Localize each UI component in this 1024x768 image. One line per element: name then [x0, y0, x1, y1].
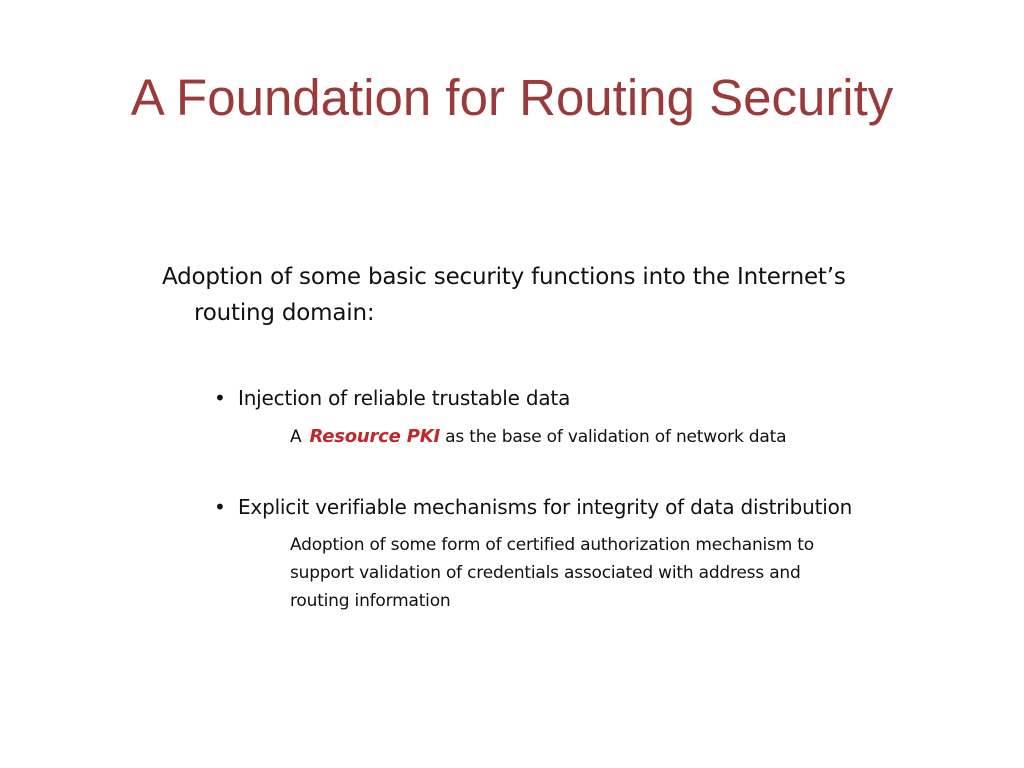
sub-item-line: routing information — [290, 591, 451, 611]
sub-item-line: Adoption of some form of certified authorization mechanism to — [290, 535, 814, 555]
bullet-text: Injection of reliable trustable data — [238, 386, 571, 410]
bullet-text: Explicit verifiable mechanisms for integrity of data distribution — [238, 495, 853, 519]
sub-item-line: support validation of credentials associated with address and — [290, 563, 801, 583]
sub-item-certified-authorization — [290, 531, 970, 615]
sub-item-resource-pki — [290, 423, 786, 451]
sub-item-suffix: as the base of validation of network data — [439, 427, 787, 447]
bullet-item-reliable-data — [214, 384, 570, 412]
bullet-item-integrity-mechanisms — [214, 493, 852, 521]
bullet-marker-icon: • — [214, 495, 226, 519]
resource-pki-highlight: Resource PKI — [309, 426, 440, 447]
intro-paragraph: Adoption of some basic security functions into the Internet’s routing domain: — [162, 264, 846, 326]
slide-title: A Foundation for Routing Security — [130, 69, 894, 126]
bullet-marker-icon: • — [214, 386, 226, 410]
sub-item-prefix: A — [290, 427, 302, 447]
